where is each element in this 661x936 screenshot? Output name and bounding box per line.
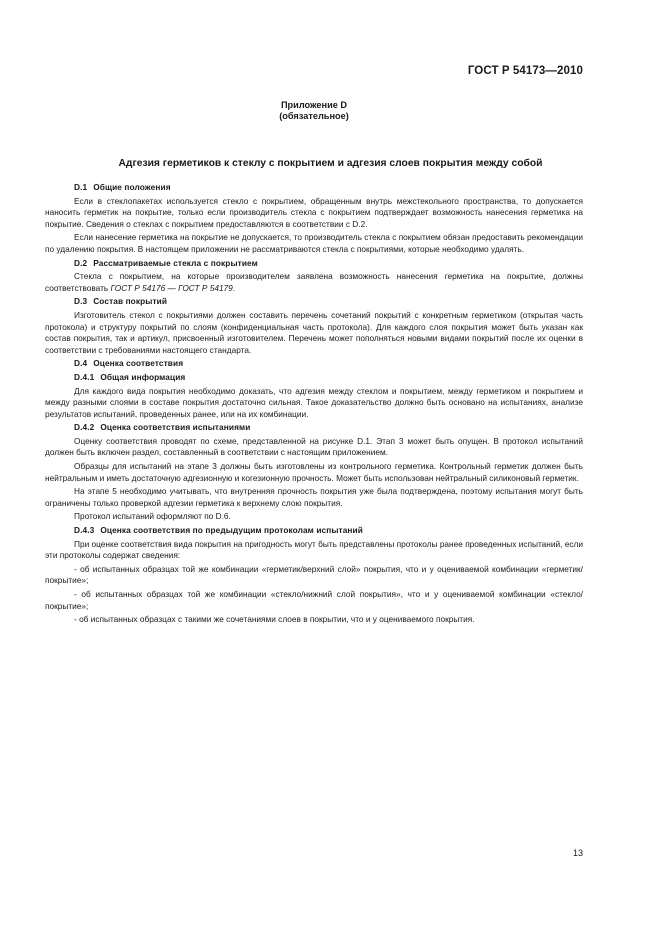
list-item: - об испытанных образцах той же комбинации «герметик/верхний слой» покрытия, что и у оцениваемой комбинации «герметик/покрытие»; — [45, 563, 583, 586]
appendix-heading — [0, 100, 628, 122]
paragraph — [45, 271, 583, 294]
appendix-title: Приложение D — [280, 100, 348, 110]
paragraph: Если нанесение герметика на покрытие не допускается, то производитель стекла с покрытием обязан предоставить рекомендации по удалению покрытия. В настоящем приложении не рассматриваются стекла с покрытиями, которые необходимо удалять. — [45, 232, 583, 254]
section-number: D.4 — [74, 358, 88, 369]
paragraph: Если в стеклопакетах используется стекло с покрытием, обращенным внутрь межстекольного пространства, то допускается наносить герметик на покрытие, только если производитель стекла с покрытием подтверждает возможность нанесения герметика на покрытие. Сведения о стеклах с покрытием предоставляются в соответствии с D.2. — [45, 195, 583, 229]
section-heading-d2 — [45, 258, 583, 270]
list-item: - об испытанных образцах с такими же сочетаниями слоев в покрытии, что и у оцениваемого покрытия. — [74, 614, 475, 625]
paragraph: При оценке соответствия вида покрытия на пригодность могут быть представлены протоколы ранее проведенных испытаний, если эти протоколы содержат сведения: — [45, 538, 583, 561]
paragraph-text: Стекла с покрытием, на которые производителем заявлена возможность нанесения герметика на покрытие, должны соответствовать — [45, 271, 583, 293]
document-body — [45, 181, 583, 628]
section-title: Состав покрытий — [93, 296, 168, 307]
section-title: Рассматриваемые стекла с покрытием — [93, 257, 258, 268]
section-heading-d41 — [45, 372, 583, 384]
paragraph: Образцы для испытаний на этапе 3 должны быть изготовлены из контрольного герметика. Контрольный герметик должен быть нейтральным и иметь достаточную адгезионную и когезионную прочность. Может быть использован нейтральный силиконовый герметик. — [45, 461, 583, 483]
section-number: D.4.2 — [74, 422, 95, 433]
section-number: D.2 — [74, 257, 88, 268]
section-number: D.4.3 — [74, 525, 95, 536]
page-title: Адгезия герметиков к стеклу с покрытием и адгезия слоев покрытия между собой — [118, 158, 543, 169]
section-number: D.3 — [74, 296, 88, 307]
page-number: 13 — [572, 848, 583, 858]
appendix-status: (обязательное) — [279, 111, 349, 121]
paragraph: На этапе 5 необходимо учитывать, что внутренняя прочность покрытия уже была подтверждена, поэтому испытания могут быть ограничены только проверкой адгезии герметика к верхнему слою покрытия. — [45, 486, 583, 508]
section-title: Общие положения — [93, 182, 171, 192]
list-item: - об испытанных образцах той же комбинации «стекло/нижний слой покрытия», что и у оцениваемой комбинации «стекло/покрытие»; — [45, 589, 583, 611]
section-title: Общая информация — [100, 371, 186, 382]
paragraph: Изготовитель стекол с покрытиями должен составить перечень сочетаний покрытий с конкретным герметиком (открытая часть протокола) и структуру покрытий по слоям (конфиденциальная часть протокола). Для каждого слоя покрытия может быть указан как состав покрытия, так и артикул, присвоенный изготовителем. Перечень может пополняться новыми видами покрытий после их оценки в соответствии с требованиями настоящего стандарта. — [45, 309, 583, 355]
section-number: D.1 — [74, 182, 88, 192]
section-title: Оценка соответствия испытаниями — [100, 422, 251, 433]
section-heading-d43 — [45, 525, 583, 537]
section-heading-d4 — [45, 358, 583, 370]
section-heading-d42 — [45, 422, 583, 434]
paragraph: Протокол испытаний оформляют по D.6. — [74, 511, 231, 522]
paragraph: Для каждого вида покрытия необходимо доказать, что адгезия между стеклом и покрытием, между герметиком и покрытием и между разными слоями в составе покрытия достаточно сильная. Такое доказательство должно быть основано на испытаниях, анализе результатов испытаний, проведенных ранее, или на их комбинации. — [45, 385, 583, 419]
paragraph: Оценку соответствия проводят по схеме, представленной на рисунке D.1. Этап 3 может быть опущен. В протокол испытаний должен быть включен раздел, составленный в соответствии с настоящим приложением. — [45, 435, 583, 458]
standard-reference: ГОСТ Р 54176 — ГОСТ Р 54179 — [110, 282, 233, 293]
section-number: D.4.1 — [74, 371, 95, 382]
section-title: Оценка соответствия — [93, 358, 184, 369]
section-heading-d3 — [45, 296, 583, 308]
paragraph-text: . — [232, 282, 236, 293]
section-title: Оценка соответствия по предыдущим протоколам испытаний — [100, 525, 363, 536]
document-code: ГОСТ Р 54173—2010 — [467, 65, 583, 77]
section-heading-d1 — [45, 182, 583, 194]
